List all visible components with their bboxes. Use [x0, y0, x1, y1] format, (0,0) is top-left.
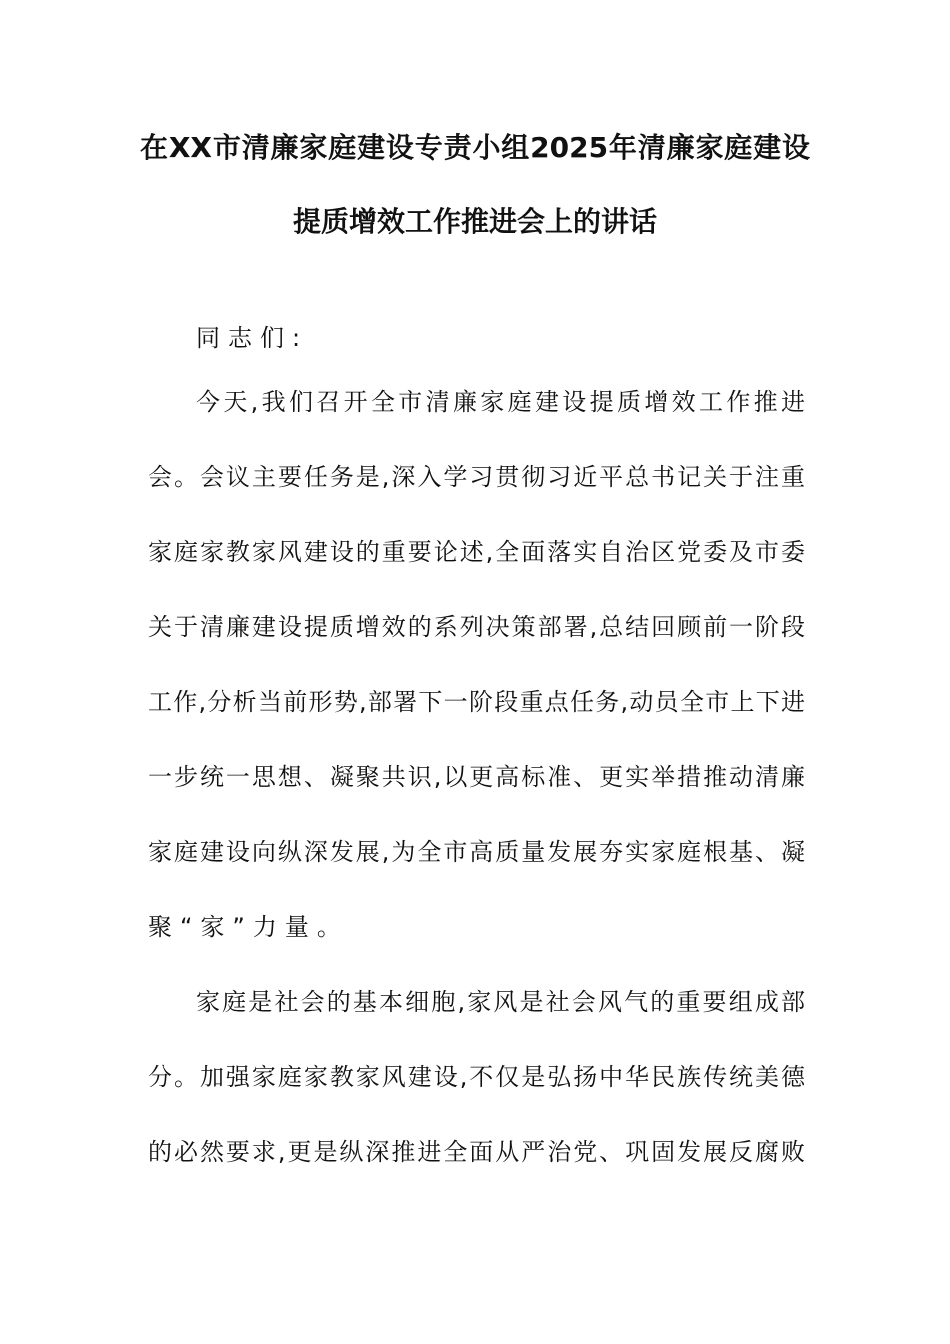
body-line: 会。会议主要任务是,深入学习贯彻习近平总书记关于注重 — [148, 463, 805, 491]
body-line: 工作,分析当前形势,部署下一阶段重点任务,动员全市上下进 — [148, 688, 805, 716]
document-title-line-2: 提质增效工作推进会上的讲话 — [292, 205, 657, 238]
document-title-line-1: 在XX市清廉家庭建设专责小组2025年清廉家庭建设 — [140, 131, 810, 164]
body-line: 家庭建设向纵深发展,为全市高质量发展夯实家庭根基、凝 — [148, 838, 805, 866]
body-line: 家庭家教家风建设的重要论述,全面落实自治区党委及市委 — [148, 538, 805, 566]
salutation: 同志们: — [196, 324, 309, 352]
body-line: 今天,我们召开全市清廉家庭建设提质增效工作推进 — [196, 388, 805, 416]
body-line: 分。加强家庭家教家风建设,不仅是弘扬中华民族传统美德 — [148, 1063, 805, 1091]
body-line: 关于清廉建设提质增效的系列决策部署,总结回顾前一阶段 — [148, 613, 805, 641]
body-line: 的必然要求,更是纵深推进全面从严治党、巩固发展反腐败 — [148, 1138, 805, 1166]
body-line: 一步统一思想、凝聚共识,以更高标准、更实举措推动清廉 — [148, 763, 805, 791]
body-line: 聚“家”力量。 — [148, 913, 349, 941]
body-line: 家庭是社会的基本细胞,家风是社会风气的重要组成部 — [196, 988, 805, 1016]
